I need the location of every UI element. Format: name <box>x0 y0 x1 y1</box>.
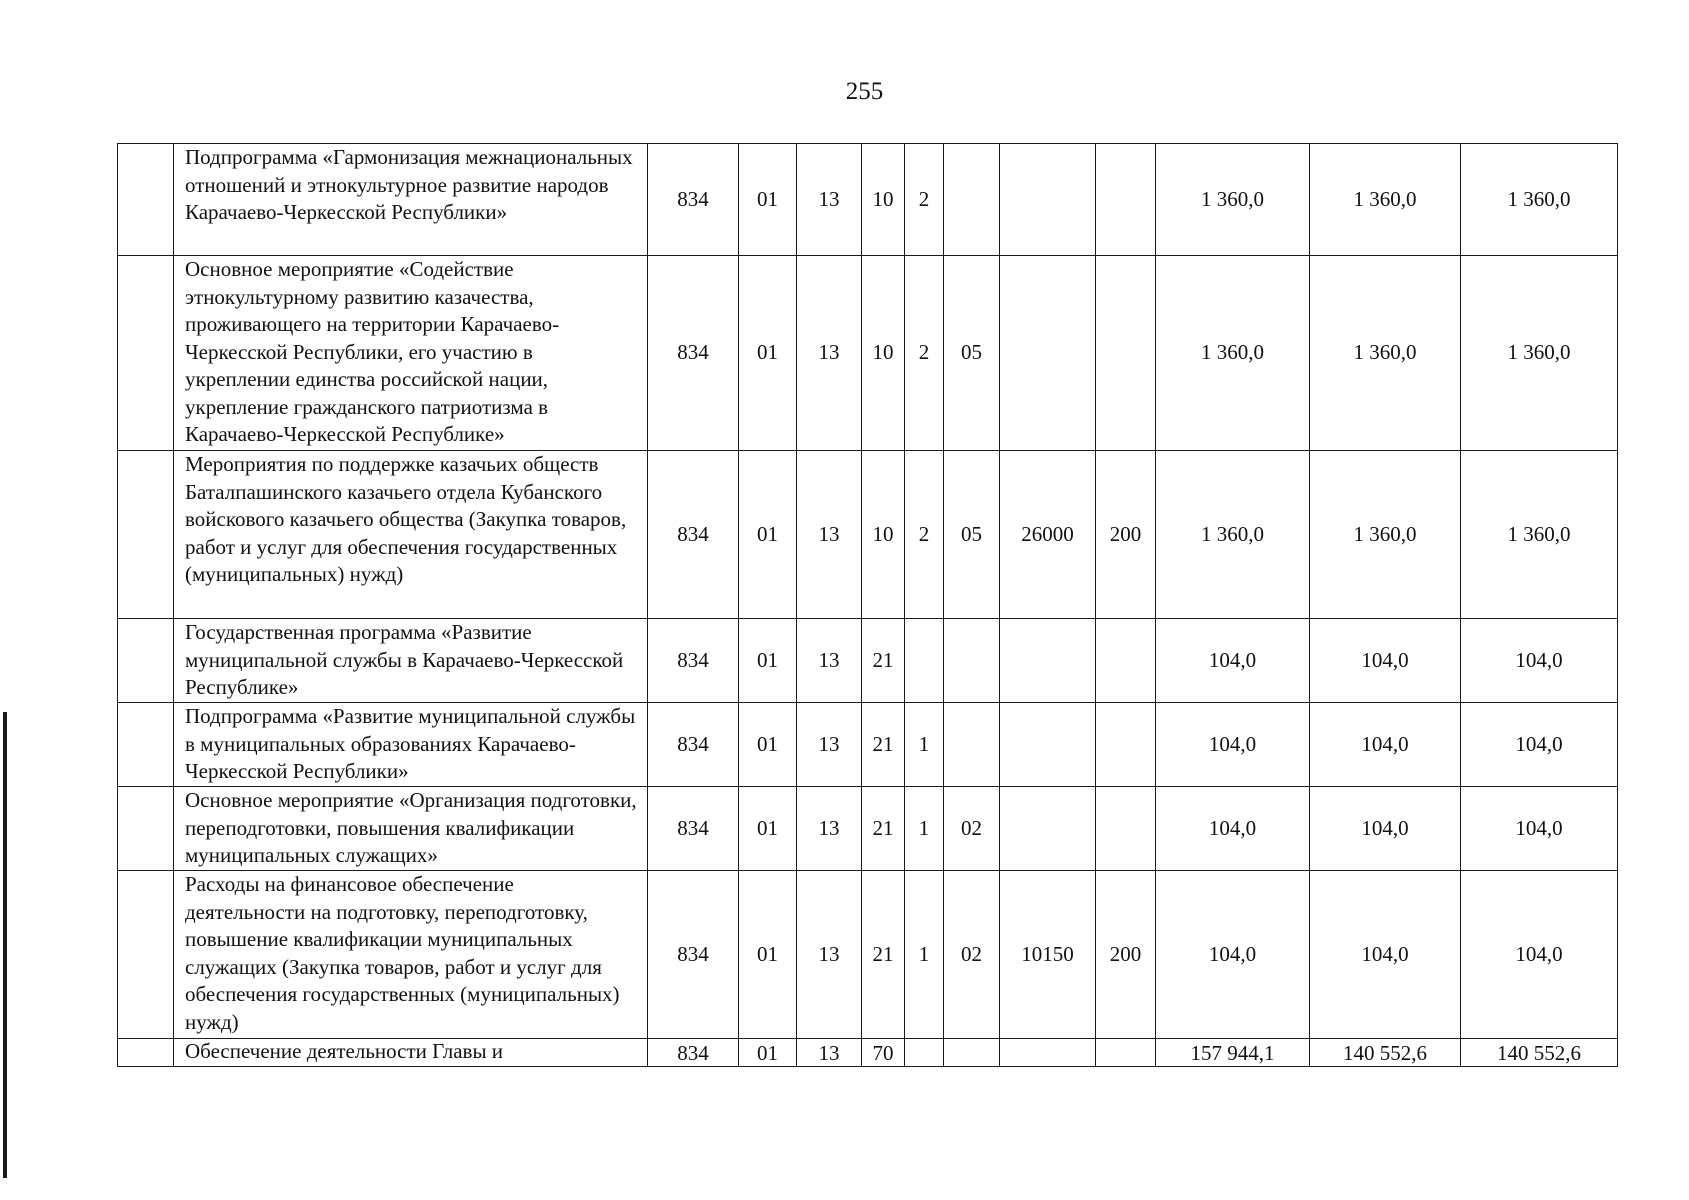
amount-year-3: 1 360,0 <box>1461 256 1618 451</box>
expense-type-code <box>1096 703 1156 787</box>
expense-type-code <box>1096 1039 1156 1067</box>
expense-type-code: 200 <box>1096 871 1156 1039</box>
program-code: 21 <box>862 619 905 703</box>
subsection-code: 13 <box>797 787 862 871</box>
table-row <box>118 144 1618 256</box>
program-code: 10 <box>862 256 905 451</box>
section-code: 01 <box>739 619 797 703</box>
row-index-cell <box>118 871 174 1039</box>
amount-year-3: 1 360,0 <box>1461 144 1618 256</box>
ministry-code: 834 <box>648 451 739 619</box>
ministry-code: 834 <box>648 619 739 703</box>
amount-year-1: 1 360,0 <box>1156 451 1310 619</box>
row-name: Основное мероприятие «Организация подготовки, переподготовки, повышения квалификации муниципальных служащих» <box>174 787 648 871</box>
row-name: Подпрограмма «Развитие муниципальной службы в муниципальных образованиях Карачаево-Черкесской Республики» <box>174 703 648 787</box>
activity-code <box>944 619 1000 703</box>
table-row <box>118 787 1618 871</box>
row-name: Подпрограмма «Гармонизация межнациональных отношений и этнокультурное развитие народов Карачаево-Черкесской Республики» <box>174 144 648 256</box>
activity-code <box>944 703 1000 787</box>
page-number: 255 <box>845 78 884 105</box>
ministry-code: 834 <box>648 703 739 787</box>
subprogram-code: 1 <box>905 703 944 787</box>
subsection-code: 13 <box>797 619 862 703</box>
program-code: 21 <box>862 703 905 787</box>
direction-code <box>1000 619 1096 703</box>
expense-type-code <box>1096 619 1156 703</box>
subprogram-code: 2 <box>905 451 944 619</box>
amount-year-3: 104,0 <box>1461 871 1618 1039</box>
program-code: 10 <box>862 451 905 619</box>
amount-year-2: 140 552,6 <box>1310 1039 1461 1067</box>
row-index-cell <box>118 451 174 619</box>
activity-code: 05 <box>944 256 1000 451</box>
section-code: 01 <box>739 787 797 871</box>
activity-code: 02 <box>944 871 1000 1039</box>
direction-code: 26000 <box>1000 451 1096 619</box>
amount-year-1: 104,0 <box>1156 871 1310 1039</box>
direction-code <box>1000 703 1096 787</box>
activity-code <box>944 144 1000 256</box>
amount-year-1: 104,0 <box>1156 619 1310 703</box>
program-code: 70 <box>862 1039 905 1067</box>
amount-year-2: 1 360,0 <box>1310 144 1461 256</box>
budget-table <box>117 143 1618 1067</box>
amount-year-2: 104,0 <box>1310 871 1461 1039</box>
row-index-cell <box>118 703 174 787</box>
expense-type-code <box>1096 787 1156 871</box>
subsection-code: 13 <box>797 1039 862 1067</box>
program-code: 21 <box>862 787 905 871</box>
subsection-code: 13 <box>797 451 862 619</box>
ministry-code: 834 <box>648 871 739 1039</box>
subprogram-code: 1 <box>905 871 944 1039</box>
row-index-cell <box>118 1039 174 1067</box>
table-row <box>118 1039 1618 1067</box>
table-row <box>118 703 1618 787</box>
subsection-code: 13 <box>797 256 862 451</box>
amount-year-1: 1 360,0 <box>1156 256 1310 451</box>
section-code: 01 <box>739 451 797 619</box>
subsection-code: 13 <box>797 871 862 1039</box>
table-row <box>118 451 1618 619</box>
direction-code <box>1000 787 1096 871</box>
subsection-code: 13 <box>797 703 862 787</box>
activity-code: 05 <box>944 451 1000 619</box>
direction-code <box>1000 256 1096 451</box>
ministry-code: 834 <box>648 787 739 871</box>
direction-code <box>1000 144 1096 256</box>
amount-year-2: 104,0 <box>1310 703 1461 787</box>
activity-code <box>944 1039 1000 1067</box>
amount-year-3: 104,0 <box>1461 787 1618 871</box>
program-code: 10 <box>862 144 905 256</box>
table-row <box>118 871 1618 1039</box>
direction-code: 10150 <box>1000 871 1096 1039</box>
expense-type-code <box>1096 256 1156 451</box>
section-code: 01 <box>739 1039 797 1067</box>
row-name: Обеспечение деятельности Главы и <box>174 1039 648 1067</box>
subprogram-code: 1 <box>905 787 944 871</box>
ministry-code: 834 <box>648 1039 739 1067</box>
amount-year-3: 104,0 <box>1461 619 1618 703</box>
activity-code: 02 <box>944 787 1000 871</box>
section-code: 01 <box>739 871 797 1039</box>
subprogram-code: 2 <box>905 256 944 451</box>
row-index-cell <box>118 787 174 871</box>
row-index-cell <box>118 619 174 703</box>
subprogram-code <box>905 1039 944 1067</box>
row-name: Расходы на финансовое обеспечение деятельности на подготовку, переподготовку, повышение квалификации муниципальных служащих (Закупка товаров, работ и услуг для обеспечения государственных (муниципальных) нужд) <box>174 871 648 1039</box>
ministry-code: 834 <box>648 256 739 451</box>
amount-year-1: 157 944,1 <box>1156 1039 1310 1067</box>
amount-year-2: 1 360,0 <box>1310 451 1461 619</box>
amount-year-3: 140 552,6 <box>1461 1039 1618 1067</box>
budget-table-wrapper <box>117 143 1617 1067</box>
subprogram-code: 2 <box>905 144 944 256</box>
scan-edge-mark <box>3 712 7 1178</box>
amount-year-2: 104,0 <box>1310 619 1461 703</box>
expense-type-code: 200 <box>1096 451 1156 619</box>
amount-year-3: 1 360,0 <box>1461 451 1618 619</box>
section-code: 01 <box>739 256 797 451</box>
section-code: 01 <box>739 144 797 256</box>
row-index-cell <box>118 256 174 451</box>
section-code: 01 <box>739 703 797 787</box>
amount-year-3: 104,0 <box>1461 703 1618 787</box>
row-name: Государственная программа «Развитие муниципальной службы в Карачаево-Черкесской Республике» <box>174 619 648 703</box>
row-index-cell <box>118 144 174 256</box>
table-row <box>118 619 1618 703</box>
amount-year-2: 104,0 <box>1310 787 1461 871</box>
amount-year-1: 104,0 <box>1156 787 1310 871</box>
row-name: Основное мероприятие «Содействие этнокультурному развитию казачества, проживающего на территории Карачаево-Черкесской Республики, его участию в укреплении единства российской нации, укрепление гражданского патриотизма в Карачаево-Черкесской Республике» <box>174 256 648 451</box>
ministry-code: 834 <box>648 144 739 256</box>
program-code: 21 <box>862 871 905 1039</box>
row-name: Мероприятия по поддержке казачьих обществ Баталпашинского казачьего отдела Кубанского войскового казачьего общества (Закупка товаров, работ и услуг для обеспечения государственных (муниципальных) нужд) <box>174 451 648 619</box>
amount-year-1: 1 360,0 <box>1156 144 1310 256</box>
amount-year-2: 1 360,0 <box>1310 256 1461 451</box>
subsection-code: 13 <box>797 144 862 256</box>
amount-year-1: 104,0 <box>1156 703 1310 787</box>
subprogram-code <box>905 619 944 703</box>
direction-code <box>1000 1039 1096 1067</box>
expense-type-code <box>1096 144 1156 256</box>
table-row <box>118 256 1618 451</box>
